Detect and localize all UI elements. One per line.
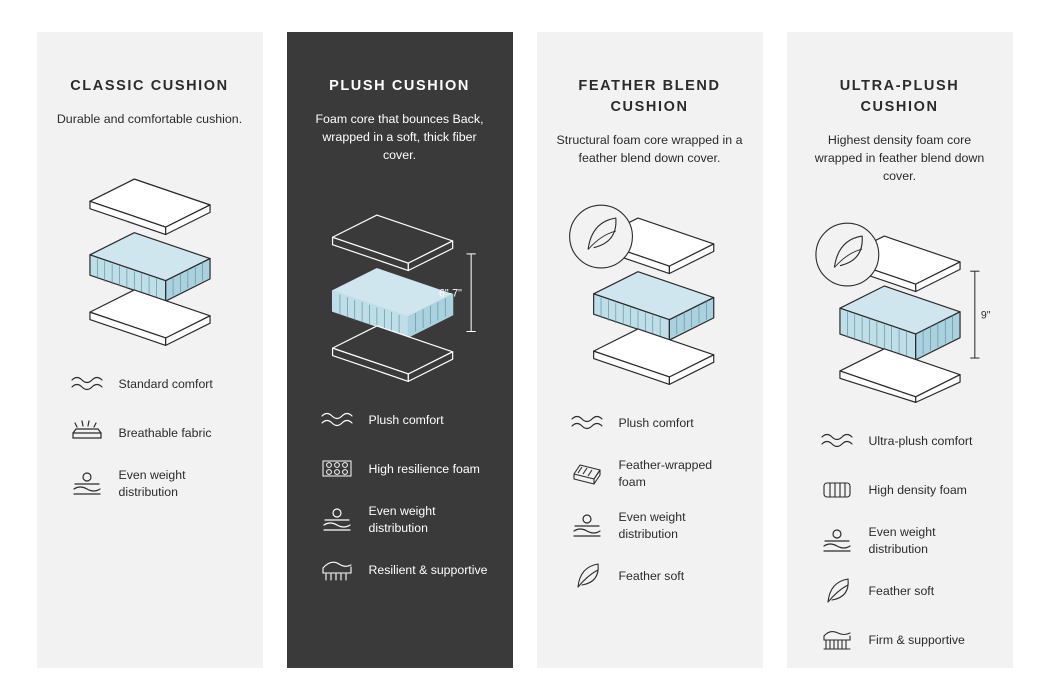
weight-distribution-icon (817, 526, 857, 556)
weight-distribution-icon (567, 511, 607, 541)
feather-soft-icon (817, 576, 857, 606)
wave-comfort-icon (817, 426, 857, 456)
leaf-badge-icon (569, 205, 632, 268)
feature-label: Ultra-plush comfort (868, 433, 973, 448)
feature-item (567, 408, 747, 438)
card-description: Foam core that bounces Back, wrapped in a soft, thick fiber cover. (315, 112, 484, 162)
layer-stack-illustration (803, 210, 997, 410)
feature-item (317, 503, 497, 536)
feature-item (67, 467, 247, 500)
measurement-label: 9" (980, 309, 991, 322)
feature-label: Plush comfort (368, 412, 444, 427)
wave-comfort-icon (67, 369, 107, 399)
cushion-card-feather-blend (537, 32, 763, 668)
feather-soft-icon (567, 561, 607, 591)
cushion-card-plush (287, 32, 513, 668)
feature-list (803, 426, 997, 655)
wave-comfort-icon (567, 408, 607, 438)
feature-label: Resilient & supportive (368, 562, 488, 577)
feature-label: High resilience foam (368, 461, 480, 476)
weight-distribution-icon (67, 469, 107, 499)
feature-item (567, 457, 747, 490)
feature-list (53, 369, 247, 500)
feature-label: Breathable fabric (118, 425, 212, 440)
cushion-layer-diagram (553, 182, 747, 402)
high-density-foam-icon (817, 475, 857, 505)
feature-label: Feather-wrapped foam (618, 458, 713, 489)
feature-label: High density foam (868, 482, 967, 497)
feature-item (817, 576, 997, 606)
card-description: Durable and comfortable cushion. (56, 112, 243, 127)
feature-item (317, 405, 497, 435)
feature-item (817, 524, 997, 557)
feature-label: Even weight distribution (618, 510, 686, 541)
resilient-supportive-icon (317, 555, 357, 585)
feature-item (317, 454, 497, 484)
feature-item (67, 418, 247, 448)
card-title: ULTRA-PLUSH CUSHION (839, 78, 960, 116)
feather-wrapped-foam-icon (567, 459, 607, 489)
feature-label: Even weight distribution (118, 468, 186, 499)
layer-stack-illustration (553, 192, 747, 392)
feature-label: Firm & supportive (868, 632, 965, 647)
card-title: CLASSIC CUSHION (70, 78, 229, 94)
weight-distribution-icon (317, 505, 357, 535)
cushion-card-ultra-plush (787, 32, 1013, 668)
feature-label: Plush comfort (618, 415, 694, 430)
layer-stack-illustration (53, 153, 247, 353)
feature-label: Feather soft (618, 569, 685, 584)
wave-comfort-icon (317, 405, 357, 435)
feature-item (817, 625, 997, 655)
layer-stack-illustration (303, 189, 497, 389)
firm-supportive-icon (817, 625, 857, 655)
high-resilience-foam-icon (317, 454, 357, 484)
feature-item (567, 561, 747, 591)
feature-label: Standard comfort (118, 376, 213, 391)
cushion-layer-diagram (53, 143, 247, 363)
feature-item (567, 509, 747, 542)
feature-label: Even weight distribution (368, 503, 436, 535)
feature-item (817, 426, 997, 456)
card-title: PLUSH CUSHION (329, 78, 470, 94)
card-title: FEATHER BLEND CUSHION (578, 78, 721, 116)
feature-item (817, 475, 997, 505)
cushion-card-classic (37, 32, 263, 668)
cushion-layer-diagram (303, 179, 497, 399)
feature-item (67, 369, 247, 399)
feature-label: Even weight distribution (868, 524, 936, 556)
card-description: Structural foam core wrapped in a feather blend down cover. (556, 133, 743, 166)
card-description: Highest density foam core wrapped in feather blend down cover. (814, 133, 985, 183)
feature-list (303, 405, 497, 585)
feature-item (317, 555, 497, 585)
cushion-layer-diagram (803, 200, 997, 420)
feature-label: Feather soft (868, 583, 935, 598)
breathable-fabric-icon (67, 418, 107, 448)
leaf-badge-icon (815, 223, 878, 286)
feature-list (553, 408, 747, 591)
measurement-label: 6"-7" (438, 287, 462, 300)
